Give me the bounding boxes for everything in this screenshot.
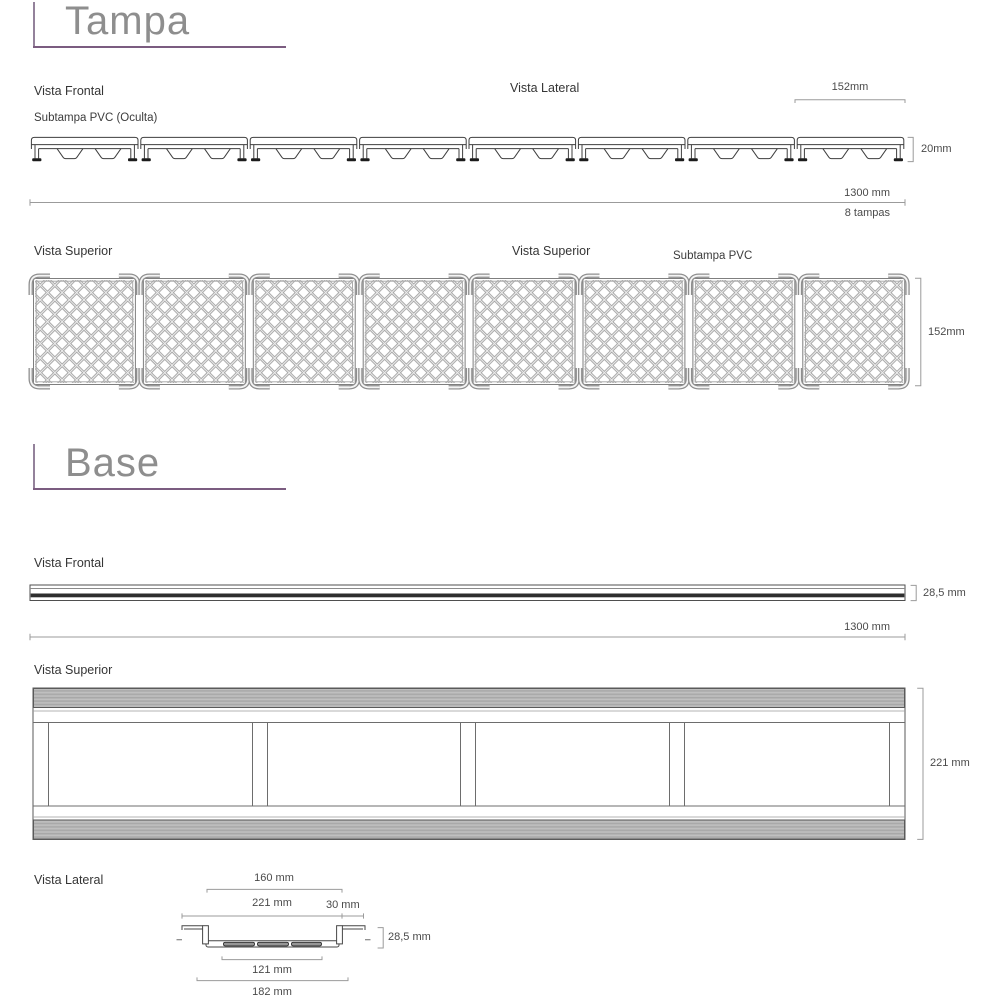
- base-side-outer-width-dim: 182 mm: [252, 986, 292, 998]
- tampa-length-dim: 1300 mm: [844, 187, 890, 199]
- base-top-width-dim: 221 mm: [930, 757, 970, 769]
- base-top-view-drawing: [33, 688, 905, 840]
- tampa-front-profile-drawing: [31, 137, 903, 161]
- tampa-title-vertical-rule: [33, 2, 35, 47]
- base-front-bar-drawing: [30, 585, 905, 601]
- base-section-title: Base: [65, 441, 161, 485]
- base-side-height-dim: 28,5 mm: [388, 931, 431, 943]
- base-side-inner-width-dim: 121 mm: [252, 964, 292, 976]
- tampa-top-view-label-left: Vista Superior: [34, 244, 113, 258]
- base-front-height-dim: 28,5 mm: [923, 587, 966, 599]
- base-length-dim: 1300 mm: [844, 621, 890, 633]
- base-top-view-label: Vista Superior: [34, 663, 113, 677]
- tampa-top-width-dim: 152mm: [928, 326, 965, 338]
- tampa-top-mesh-drawing: [31, 276, 908, 388]
- tampa-subcover-label: Subtampa PVC: [673, 250, 753, 262]
- base-side-flange-dim: 30 mm: [326, 899, 360, 911]
- base-side-top-width-dim: 160 mm: [254, 872, 294, 884]
- tampa-front-view-label: Vista Frontal: [34, 84, 104, 98]
- tampa-title-underline: [33, 46, 286, 48]
- tampa-tile-width-dim: 152mm: [831, 81, 869, 93]
- tampa-section-title: Tampa: [65, 0, 191, 43]
- tampa-height-dim: 20mm: [921, 143, 952, 155]
- base-side-section-drawing: [177, 926, 371, 947]
- base-title-vertical-rule: [33, 444, 35, 489]
- base-title-underline: [33, 488, 286, 490]
- tampa-subcover-hidden-label: Subtampa PVC (Oculta): [34, 112, 158, 124]
- tampa-side-view-label: Vista Lateral: [510, 81, 580, 95]
- base-side-total-width-dim: 221 mm: [252, 897, 292, 909]
- tampa-top-view-label-right: Vista Superior: [512, 244, 591, 258]
- dimension-lines: [30, 100, 923, 981]
- base-front-view-label: Vista Frontal: [34, 556, 104, 570]
- tampa-count-label: 8 tampas: [844, 207, 890, 219]
- base-side-view-label: Vista Lateral: [34, 873, 104, 887]
